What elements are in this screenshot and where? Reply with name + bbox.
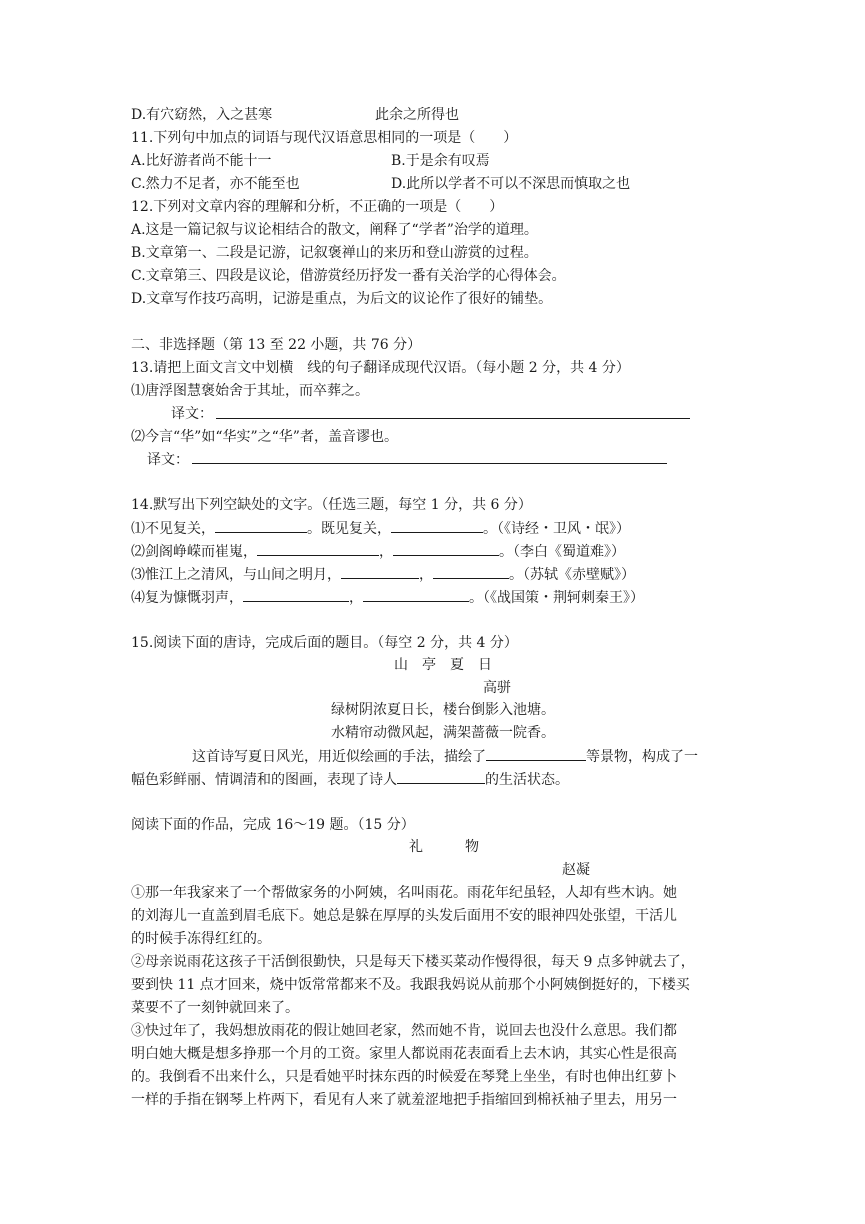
poem-title: 山 亭 夏 日 xyxy=(394,657,492,673)
q14-item-3-source: 。（苏轼《赤壁赋》） xyxy=(509,567,635,583)
poem-author: 高骈 xyxy=(483,680,511,696)
passage-author: 赵凝 xyxy=(562,862,590,878)
q14-blank-2a[interactable] xyxy=(257,540,379,556)
q14-item-2 xyxy=(131,540,741,563)
paragraph-3-line-3: 的。我倒看不出来什么，只是看她平时抹东西的时候爱在琴凳上坐坐，有时也伸出红萝卜 xyxy=(131,1069,677,1085)
q15-blank-2[interactable] xyxy=(397,768,485,784)
q13-translation-label-2: 译文： xyxy=(147,452,189,468)
q14-item-4 xyxy=(131,586,741,609)
q13-translation-label-1: 译文： xyxy=(171,406,213,422)
passage-title: 礼 物 xyxy=(409,839,479,855)
q13-sentence-1: ⑴唐浮图慧褒始舍于其址，而卒葬之。 xyxy=(131,383,369,399)
q15-prompt-2b: 的生活状态。 xyxy=(485,772,569,788)
q14-blank-1a[interactable] xyxy=(215,517,307,533)
q14-blank-4b[interactable] xyxy=(363,586,469,602)
reading-intro: 阅读下面的作品，完成 16～19 题。（15 分） xyxy=(131,817,415,833)
q14-item-3-text-b: ， xyxy=(419,567,433,583)
q15-blank-1[interactable] xyxy=(486,745,586,761)
q14-item-3-text-a: ⑶惟江上之清风，与山间之明月， xyxy=(131,567,341,583)
q15-stem: 15.阅读下面的唐诗，完成后面的题目。（每空 2 分，共 4 分） xyxy=(131,635,518,651)
paragraph-3-line-4: 一样的手指在钢琴上杵两下，看见有人来了就羞涩地把手指缩回到棉袄袖子里去，用另一 xyxy=(131,1092,677,1108)
section-2-title: 二、非选择题（第 13 至 22 小题，共 76 分） xyxy=(131,337,422,353)
q12-option-a: A.这是一篇记叙与议论相结合的散文，阐释了“学者”治学的道理。 xyxy=(131,222,538,238)
q15-prompt-1a: 这首诗写夏日风光，用近似绘画的手法，描绘了 xyxy=(192,749,486,765)
q11-options-row1 xyxy=(131,150,741,172)
q11-option-a: A.比好游者尚不能十一 xyxy=(131,153,272,169)
paragraph-3-line-2: 明白她大概是想多挣那一个月的工资。家里人都说雨花表面看上去木讷，其实心性是很高 xyxy=(131,1046,677,1062)
q14-stem: 14.默写出下列空缺处的文字。（任选三题，每空 1 分，共 6 分） xyxy=(131,497,532,513)
q13-sentence-2: ⑵今言“华”如“华实”之“华”者，盖音谬也。 xyxy=(131,429,398,445)
q12-option-c: C.文章第三、四段是议论，借游赏经历抒发一番有关治学的心得体会。 xyxy=(131,268,566,284)
q11-stem: 11.下列句中加点的词语与现代汉语意思相同的一项是（ ） xyxy=(131,130,518,146)
q14-blank-3a[interactable] xyxy=(341,563,419,579)
q14-blank-3b[interactable] xyxy=(433,563,509,579)
q11-option-d: D.此所以学者不可以不深思而慎取之也 xyxy=(391,176,631,192)
q11-options-row2 xyxy=(131,173,741,195)
q15-prompt-2a: 幅色彩鲜丽、情调清和的图画，表现了诗人 xyxy=(131,772,397,788)
q14-item-1-text-a: ⑴不见复关， xyxy=(131,521,215,537)
q15-prompt-1b: 等景物，构成了一 xyxy=(586,749,698,765)
q14-item-4-source: 。（《战国策・荆轲刺秦王》） xyxy=(469,590,644,606)
poem-line-1: 绿树阴浓夏日长，楼台倒影入池塘。 xyxy=(331,702,555,718)
q15-prompt-line-1 xyxy=(192,745,698,768)
q14-item-2-text-b: ， xyxy=(379,544,393,560)
q13-answer-line-2[interactable] xyxy=(192,463,667,464)
q14-item-3 xyxy=(131,563,741,586)
paragraph-2-line-3: 菜要不了一刻钟就回来了。 xyxy=(131,1000,299,1016)
q14-blank-2b[interactable] xyxy=(393,540,499,556)
q14-item-4-text-b: ， xyxy=(349,590,363,606)
q12-option-d: D.文章写作技巧高明，记游是重点，为后文的议论作了很好的铺垫。 xyxy=(131,291,553,307)
q14-blank-4a[interactable] xyxy=(243,586,349,602)
q14-item-1 xyxy=(131,517,741,540)
q14-item-2-text-a: ⑵剑阁峥嵘而崔嵬， xyxy=(131,544,257,560)
poem-line-2: 水精帘动微风起，满架蔷薇一院香。 xyxy=(331,725,555,741)
q10-option-d xyxy=(131,104,741,126)
q14-item-1-source: 。（《诗经・卫风・氓》） xyxy=(483,521,630,537)
option-d-right: 此余之所得也 xyxy=(375,107,459,123)
q14-item-2-source: 。（李白《蜀道难》） xyxy=(499,544,625,560)
q14-item-1-text-b: 。既见复关， xyxy=(307,521,391,537)
q11-option-c: C.然力不足者，亦不能至也 xyxy=(131,176,300,192)
paragraph-2-line-1: ②母亲说雨花这孩子干活倒很勤快，只是每天下楼买菜动作慢得很，每天 9 点多钟就去了， xyxy=(131,954,695,970)
q15-prompt-line-2 xyxy=(131,768,741,791)
q14-blank-1b[interactable] xyxy=(391,517,483,533)
q11-option-b: B.于是余有叹焉 xyxy=(391,153,490,169)
q12-stem: 12.下列对文章内容的理解和分析，不正确的一项是（ ） xyxy=(131,199,504,215)
q14-item-4-text-a: ⑷复为慷慨羽声， xyxy=(131,590,243,606)
q13-stem: 13.请把上面文言文中划横 线的句子翻译成现代汉语。（每小题 2 分，共 4 分） xyxy=(131,360,630,376)
paragraph-1-line-2: 的刘海儿一直盖到眉毛底下。她总是躲在厚厚的头发后面用不安的眼神四处张望，干活儿 xyxy=(131,908,677,924)
paragraph-1-line-3: 的时候手冻得红红的。 xyxy=(131,931,271,947)
option-d-left: D.有穴窈然，入之甚寒 xyxy=(131,107,273,123)
paragraph-1-line-1: ①那一年我家来了一个帮做家务的小阿姨，名叫雨花。雨花年纪虽轻，人却有些木讷。她 xyxy=(131,885,677,901)
q13-answer-line-1[interactable] xyxy=(216,418,690,419)
paragraph-3-line-1: ③快过年了，我妈想放雨花的假让她回老家，然而她不肯，说回去也没什么意思。我们都 xyxy=(131,1023,677,1039)
paragraph-2-line-2: 要到快 11 点才回来，烧中饭常常都来不及。我跟我妈说从前那个小阿姨倒挺好的，下楼买 xyxy=(131,977,690,993)
q12-option-b: B.文章第一、二段是记游，记叙褒禅山的来历和登山游赏的过程。 xyxy=(131,245,538,261)
